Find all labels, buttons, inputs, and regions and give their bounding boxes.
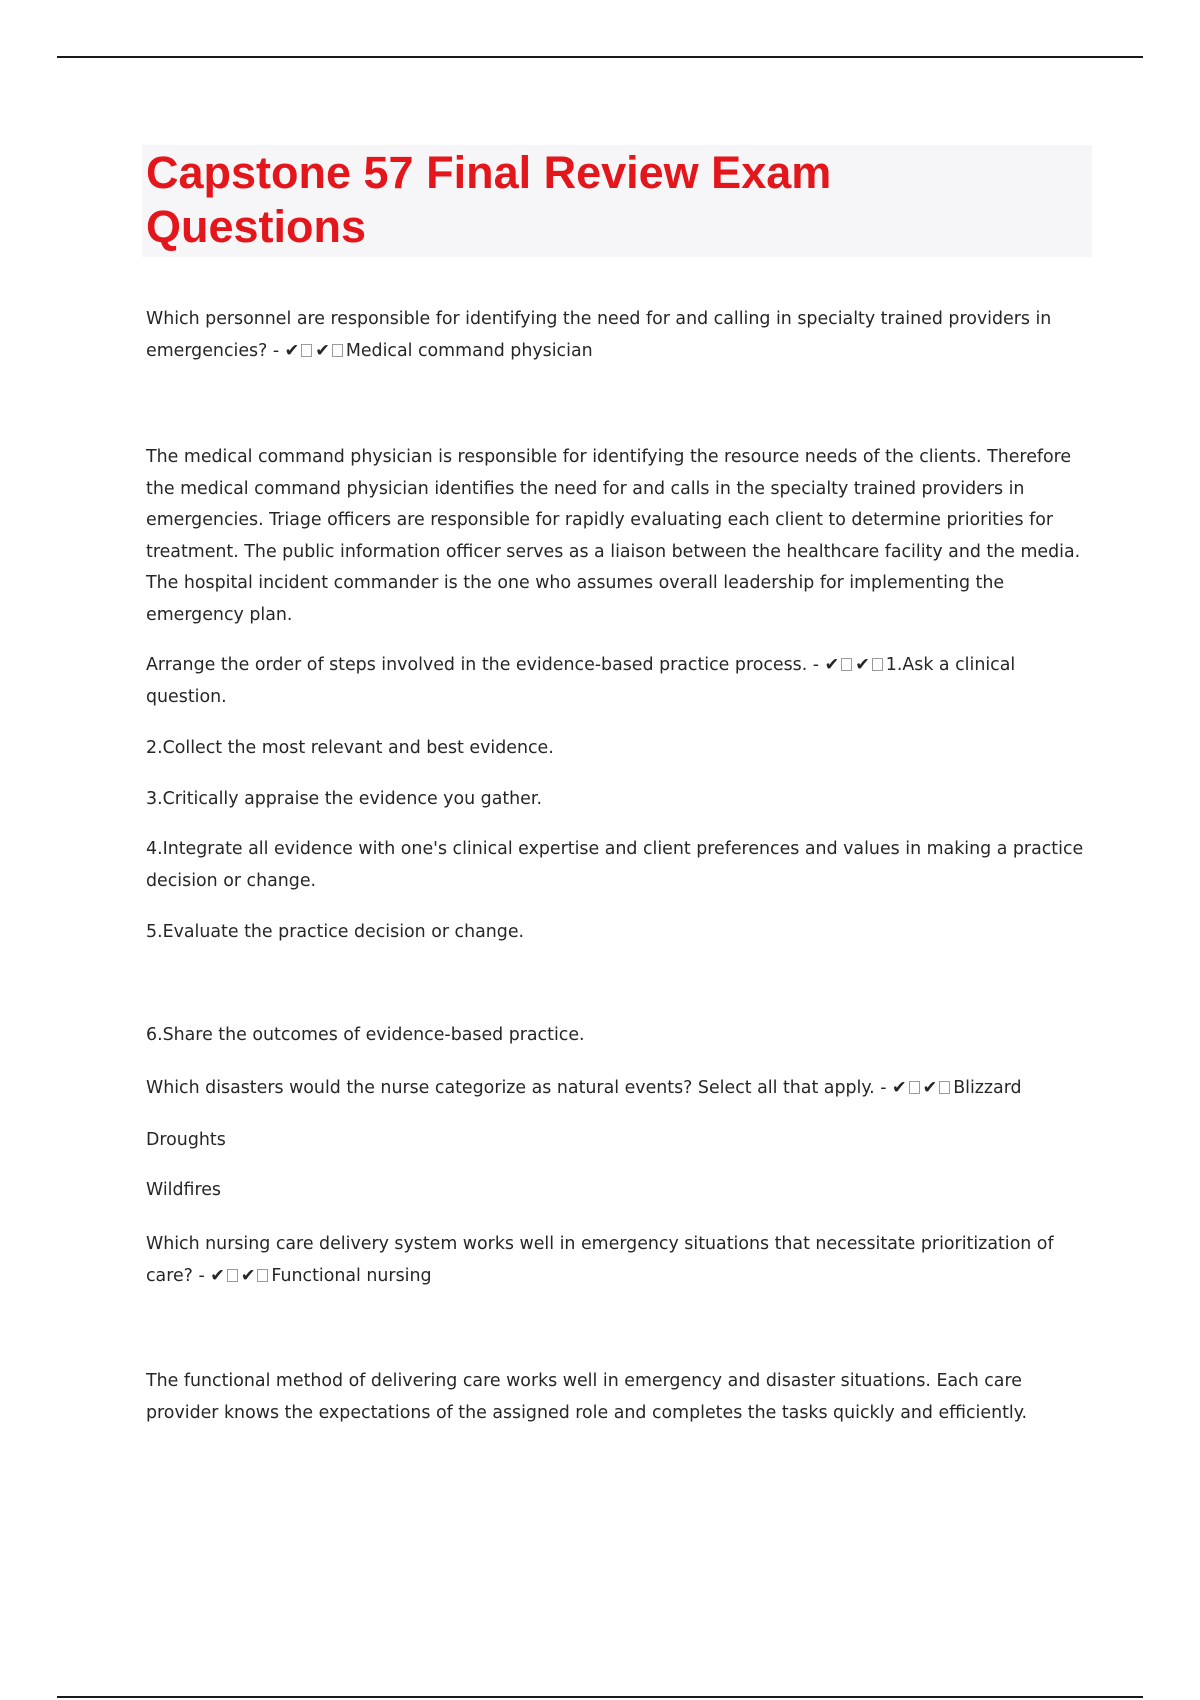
question-1 [146, 304, 1096, 367]
top-rule [57, 56, 1143, 58]
question-3 [146, 1073, 1096, 1105]
step-item: 5.Evaluate the practice decision or change. [146, 922, 525, 942]
question-3-answer: Blizzard [953, 1078, 1022, 1098]
question-3-text: Which disasters would the nurse categorize as natural events? Select all that apply. - [146, 1078, 893, 1098]
bottom-rule [57, 1696, 1143, 1698]
check-icon: ✔ [315, 340, 330, 361]
question-1-text: Which personnel are responsible for identifying the need for and calling in specialty trained providers in emergencies? - [146, 309, 1052, 361]
step-item: 4.Integrate all evidence with one's clinical expertise and client preferences and values in making a practice decision or change. [146, 839, 1084, 891]
box-icon [939, 1081, 950, 1094]
question-4-text: Which nursing care delivery system works well in emergency situations that necessitate prioritization of care? - [146, 1234, 1054, 1286]
box-icon [227, 1269, 238, 1282]
check-icon: ✔ [210, 1265, 225, 1286]
question-2-text: Arrange the order of steps involved in the evidence-based practice process. - [146, 655, 825, 675]
step-item: 2.Collect the most relevant and best evidence. [146, 738, 554, 758]
check-icon: ✔ [892, 1078, 907, 1098]
step-item: 3.Critically appraise the evidence you gather. [146, 789, 542, 809]
box-icon [909, 1081, 920, 1094]
box-icon [301, 344, 312, 357]
answer-item: Droughts [146, 1130, 226, 1150]
check-icon: ✔ [240, 1265, 256, 1286]
check-icon: ✔ [922, 1078, 938, 1098]
question-4-rationale: The functional method of delivering care works well in emergency and disaster situations. Each care provider knows the expectations of the assigned role and completes the tasks quickly and efficiently. [146, 1371, 1028, 1423]
box-icon [332, 344, 343, 357]
check-icon: ✔ [855, 655, 870, 675]
check-icon: ✔ [824, 655, 840, 675]
question-2 [146, 650, 1096, 713]
answer-item: Wildfires [146, 1180, 221, 1200]
question-1-answer: Medical command physician [345, 340, 593, 361]
question-4 [146, 1229, 1096, 1292]
question-2-answer: 1.Ask a clinical question. [146, 655, 1016, 707]
box-icon [841, 658, 852, 671]
question-4-answer: Functional nursing [271, 1265, 432, 1286]
document-title: Capstone 57 Final Review Exam Questions [146, 147, 832, 252]
check-icon: ✔ [284, 340, 300, 361]
box-icon [872, 658, 883, 671]
step-item: 6.Share the outcomes of evidence-based practice. [146, 1025, 585, 1045]
question-1-rationale: The medical command physician is responsible for identifying the resource needs of the clients. Therefore the medical command physician identifies the need for and calls in the specialty trained providers in emergencies. Triage officers are responsible for rapidly evaluating each client to determine priorities for treatment. The public information officer serves as a liaison between the healthcare facility and the media. The hospital incident commander is the one who assumes overall leadership for implementing the emergency plan. [146, 447, 1081, 625]
box-icon [257, 1269, 268, 1282]
